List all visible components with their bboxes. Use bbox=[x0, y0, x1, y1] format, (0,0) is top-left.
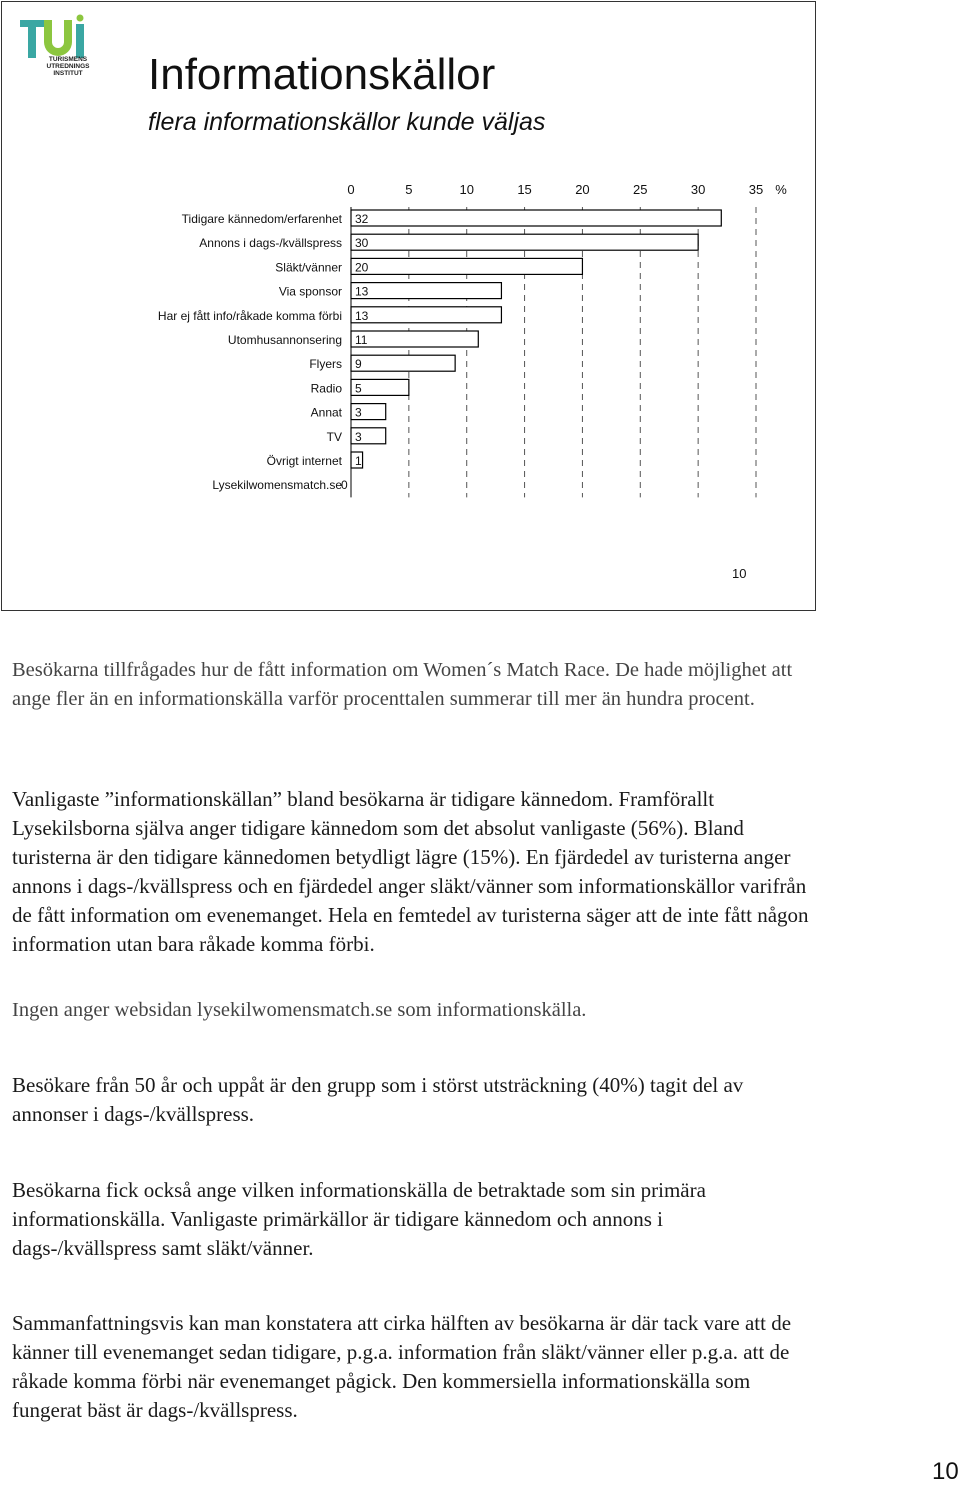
category-label: Via sponsor bbox=[278, 284, 342, 299]
logo-text: TURISMENS UTREDNINGS INSTITUT bbox=[46, 56, 90, 77]
x-tick-label: 35 bbox=[748, 182, 764, 197]
category-label: Radio bbox=[310, 381, 342, 396]
category-label: Annat bbox=[310, 405, 342, 420]
category-label: Utomhusannonsering bbox=[227, 333, 342, 347]
paragraph-primary-source: Besökarna fick också ange vilken informationskälla de betraktade som sin primära informationskälla. Vanligaste primärkällor är tidigare kännedom och annons i dags-/kvällspress samt släkt/vänner. bbox=[12, 1178, 706, 1260]
value-label: 20 bbox=[355, 260, 369, 275]
bar bbox=[351, 283, 501, 299]
category-label: Lysekilwomensmatch.se bbox=[212, 478, 342, 493]
paragraph-common-source: Vanligaste ”informationskällan” bland besökarna är tidigare kännedom. Framförallt Lysekilsborna själva anger tidigare kännedom som det absolut vanligaste (56%). Bland turisterna är den tidigare kännedomen betydligt lägre (15%). En fjärdedel av turisterna anger annons i dags-/kvällspress och en fjärdedel anger släkt/vänner som informationskällor varifrån de fått information om evenemanget. Hela en femtedel av turisterna säger att de inte fått någon information utan bara råkade komma förbi. bbox=[12, 787, 809, 956]
x-tick-label: 20 bbox=[575, 182, 590, 197]
bar bbox=[351, 355, 455, 371]
value-label: 9 bbox=[355, 357, 362, 372]
slide-number: 10 bbox=[732, 566, 747, 581]
slide-subtitle: flera informationskällor kunde väljas bbox=[148, 108, 546, 136]
paragraph-summary: Sammanfattningsvis kan man konstatera att cirka hälften av besökarna är där tack vare att de känner till evenemanget sedan tidigare, p.g.a. information från släkt/vänner eller p.g.a. att de råkade komma förbi när evenemanget pågick. Den kommersiella informationskälla som fungerat bäst är dags-/kvällspress. bbox=[12, 1311, 792, 1422]
x-tick-label: 25 bbox=[633, 182, 648, 197]
category-label: Flyers bbox=[309, 357, 342, 372]
bar bbox=[351, 307, 501, 323]
value-label: 30 bbox=[355, 236, 369, 251]
value-label: 3 bbox=[355, 405, 362, 420]
category-label: Övrigt internet bbox=[266, 454, 342, 468]
x-tick-label: 5 bbox=[405, 182, 413, 197]
bar bbox=[351, 210, 721, 226]
x-tick-label: 10 bbox=[459, 182, 474, 197]
category-label: Släkt/vänner bbox=[275, 260, 342, 275]
value-label: 0 bbox=[341, 478, 348, 493]
category-label: Tidigare kännedom/erfarenhet bbox=[181, 212, 342, 226]
x-tick-label: 30 bbox=[690, 182, 706, 197]
paragraph-age-group: Besökare från 50 år och uppåt är den grupp som i störst utsträckning (40%) tagit del av annonser i dags-/kvällspress. bbox=[12, 1073, 744, 1126]
category-label: Har ej fått info/råkade komma förbi bbox=[157, 308, 342, 323]
value-label: 1 bbox=[355, 454, 362, 468]
value-label: 11 bbox=[355, 333, 368, 347]
slide-title: Informationskällor bbox=[148, 50, 496, 99]
page-number: 10 bbox=[932, 1458, 959, 1485]
value-label: 3 bbox=[355, 429, 362, 444]
x-tick-label: 0 bbox=[347, 182, 355, 197]
bar bbox=[351, 234, 698, 250]
slide-panel bbox=[1, 1, 816, 611]
category-label: Annons i dags-/kvällspress bbox=[199, 236, 342, 251]
value-label: 13 bbox=[355, 284, 369, 299]
category-label: TV bbox=[326, 429, 342, 444]
bar-chart bbox=[2, 2, 817, 612]
value-label: 5 bbox=[355, 381, 362, 396]
paragraph-website: Ingen anger websidan lysekilwomensmatch.se som informationskälla. bbox=[12, 999, 587, 1021]
bar bbox=[351, 258, 582, 274]
paragraph-intro: Besökarna tillfrågades hur de fått information om Women´s Match Race. De hade möjlighet att ange fler än en informationskälla varför procenttalen summerar till mer än hundra procent. bbox=[12, 659, 793, 710]
value-label: 13 bbox=[355, 308, 369, 323]
x-unit-label: % bbox=[775, 182, 787, 197]
value-label: 32 bbox=[355, 212, 369, 226]
bar bbox=[351, 331, 478, 347]
x-tick-label: 15 bbox=[517, 182, 532, 197]
